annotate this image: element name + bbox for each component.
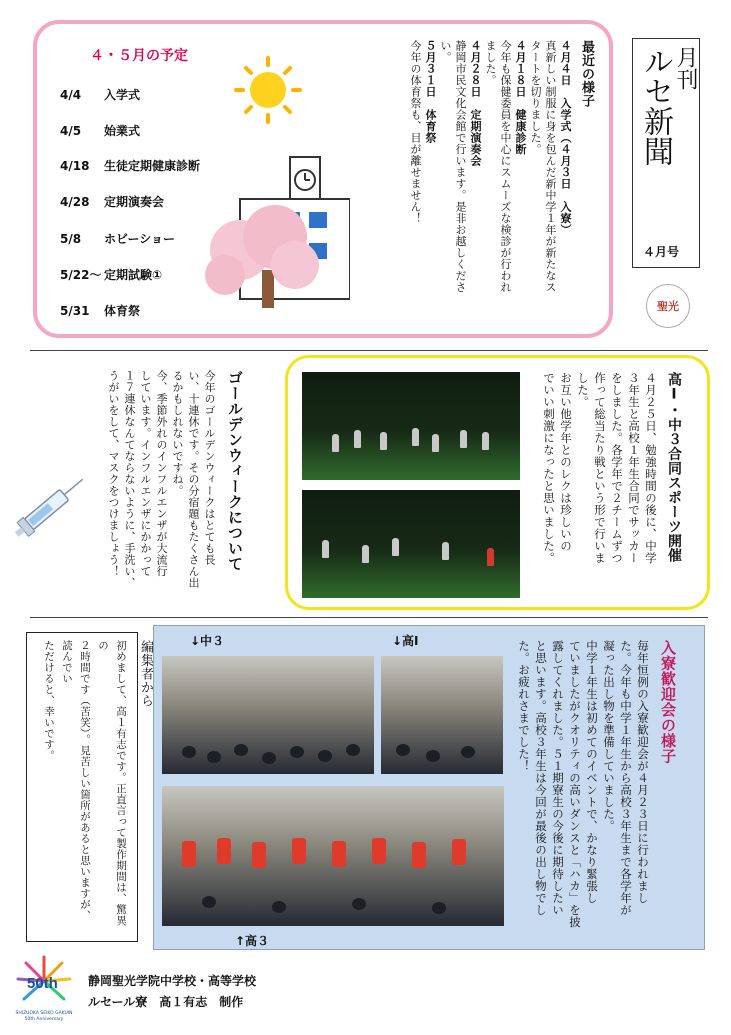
welcome-line: 凝った出し物を準備していました。 xyxy=(602,640,616,832)
welcome-section xyxy=(515,640,676,940)
issue-label: ４月号 xyxy=(643,245,680,259)
recent-line: 今年の体育祭も、目が離せません！ xyxy=(409,40,422,224)
recent-line: い。 xyxy=(439,40,452,63)
sports-section xyxy=(540,372,682,597)
sun-icon xyxy=(236,58,300,122)
footer-school: 静岡聖光学院中学校・高等学校 xyxy=(88,974,257,988)
anniversary-logo-text: 50th xyxy=(27,975,58,992)
schedule-item: 4/18 生徒定期健康診断 xyxy=(60,159,201,173)
recent-section xyxy=(408,40,594,330)
golden-week-line: 今年のゴールデンウィークはとても長 xyxy=(203,370,216,566)
editorial-section xyxy=(40,640,154,930)
divider xyxy=(30,350,708,351)
footer-credit: ルセール寮 高１有志 制作 xyxy=(88,995,244,1009)
golden-week-line: １７連休なんてならないように、手洗い、 xyxy=(123,370,136,589)
golden-week-line: 今、季節外れのインフルエンザが大流行 xyxy=(155,370,168,577)
sports-line: ４月２５日、勉強時間の後に、中学 xyxy=(644,372,658,564)
editorial-line: ただけると、幸いです。 xyxy=(43,640,55,761)
welcome-line: 中学１年生は初めてのイベントで、かなり緊張し xyxy=(585,640,599,904)
welcome-line: ていましたがクオリティの高いダンスと「ハカ」を披 xyxy=(568,640,582,928)
recent-line: ５月３１日 体育祭 xyxy=(424,40,437,144)
editorial-line: 初めまして、高１有志です。正直言って製作期間は、驚異の xyxy=(97,640,127,926)
schedule-item: 5/22〜 定期試験① xyxy=(60,268,163,282)
golden-week-section xyxy=(105,370,243,590)
schedule-item: 4/28 定期演奏会 xyxy=(60,195,165,209)
schedule-item: 4/4 入学式 xyxy=(60,88,141,102)
anniversary-logo xyxy=(14,955,74,1025)
golden-week-line: い、十連休です。その分宿題もたくさん出 xyxy=(187,370,200,589)
sports-line: でいい刺激になったと思いました。 xyxy=(542,372,556,564)
editorial-heading: 編集者から xyxy=(138,640,153,708)
soccer-photo-1 xyxy=(302,372,520,480)
sports-line: ３年生と高校１年生合同でサッカー xyxy=(627,372,641,564)
anniversary-burst-icon xyxy=(14,955,74,1007)
welcome-line: た。今年も中学１年生から高校３年生まで各学年が xyxy=(619,640,633,916)
golden-week-line: るかもしれないですね。 xyxy=(171,370,184,497)
school-crest-icon: 聖光 xyxy=(646,284,690,328)
welcome-line: と思います。高校３年生は今回が最後の出し物でし xyxy=(534,640,548,916)
anniversary-logo-sub2: 50th Anniversary xyxy=(24,1017,64,1022)
school-illustration xyxy=(200,55,350,315)
recent-line: ４月２８日 定期演奏会 xyxy=(469,40,482,167)
welcome-photo-kou1 xyxy=(381,656,503,774)
masthead-title: ルセ新聞 xyxy=(638,46,673,166)
editorial-line: ２時間です（苦笑）。見苦しい箇所があると思いますが、読んでい xyxy=(61,640,91,921)
welcome-photo-chu3 xyxy=(162,656,374,774)
recent-line: 今年も保健委員を中心にスムーズな検診が行われ xyxy=(499,40,512,293)
welcome-heading: 入寮歓迎会の様子 xyxy=(659,640,677,764)
schedule-title: ４・５月の予定 xyxy=(90,48,188,64)
golden-week-heading: ゴールデンウィークについて xyxy=(226,370,244,572)
syringe-icon xyxy=(10,465,95,545)
masthead-kicker: 月刊 xyxy=(673,46,698,90)
recent-line: ４月４日 入学式（４月３日 入寮） xyxy=(559,40,572,236)
welcome-line: た。お疲れさまでした！ xyxy=(517,640,531,772)
schedule-item: 5/8 ホビーショー xyxy=(60,232,176,246)
sports-line: お互い他学年とのレクは珍しいの xyxy=(559,372,573,552)
recent-line: タートを切りました。 xyxy=(529,40,542,155)
golden-week-line: しています。インフルエンザにかかって xyxy=(139,370,152,577)
sports-line: をしました。各学年で２チームずつ xyxy=(610,372,624,564)
golden-week-line: うがいをして、マスクをつけましょう！ xyxy=(107,370,120,577)
recent-line: ４月１８日 健康診断 xyxy=(514,40,527,155)
soccer-photo-2 xyxy=(302,490,520,598)
sports-heading: 高Ⅰ・中３合同スポーツ開催 xyxy=(666,372,682,563)
masthead xyxy=(640,46,698,166)
photo-label-kou3: ↑高３ xyxy=(235,934,270,948)
recent-line: 真新しい制服に身を包んだ新中学１年が新たなス xyxy=(544,40,557,293)
recent-line: 静岡市民文化会館で行います。是非お越しくださ xyxy=(454,40,467,293)
recent-heading: 最近の様子 xyxy=(579,40,594,108)
schedule-item: 5/31 体育祭 xyxy=(60,304,141,318)
divider xyxy=(30,617,708,618)
welcome-line: 毎年恒例の入寮歓迎会が４月２３日に行われまし xyxy=(636,640,650,904)
welcome-photo-kou3 xyxy=(162,786,504,926)
welcome-line: 露してくれました。５１期寮生の今後に期待したい xyxy=(551,640,565,916)
photo-label-kou1: ↓高Ⅰ xyxy=(392,634,419,648)
anniversary-logo-sub1: SHIZUOKA SEIKO GAKUIN xyxy=(15,1011,73,1016)
photo-label-chu3: ↓中３ xyxy=(190,634,225,648)
recent-line: ました。 xyxy=(484,40,497,86)
sports-line: した。 xyxy=(576,372,590,408)
schedule-item: 4/5 始業式 xyxy=(60,124,141,138)
sports-line: 作って総当たり戦という形で行いま xyxy=(593,372,607,564)
